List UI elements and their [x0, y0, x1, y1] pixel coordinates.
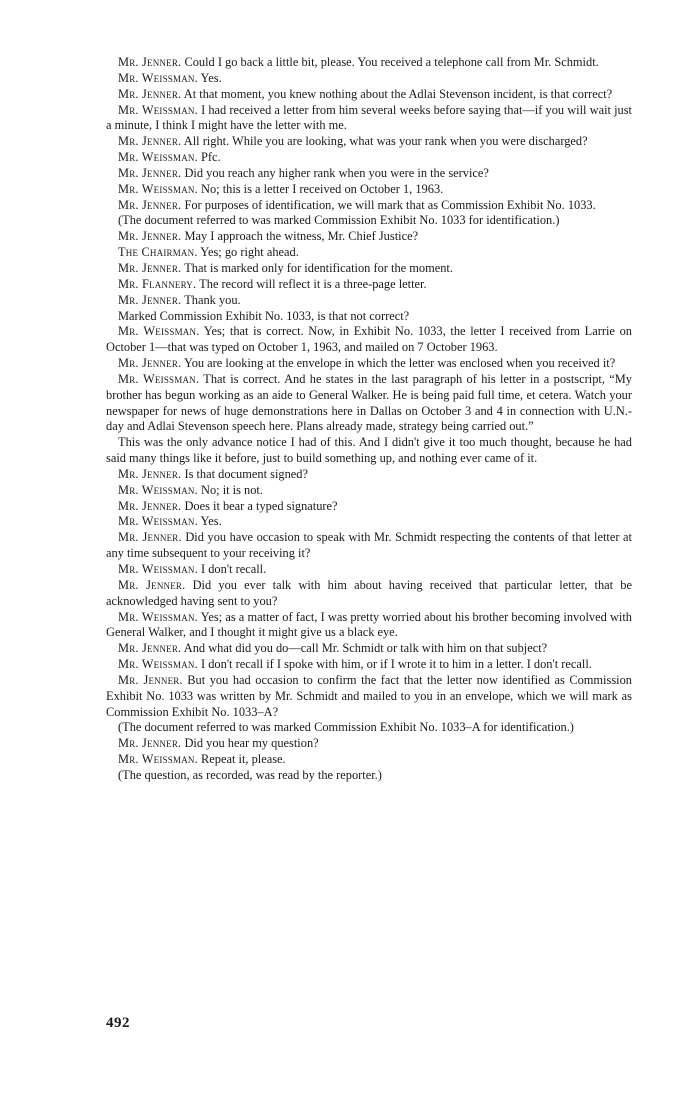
- transcript-paragraph: [106, 103, 632, 135]
- speech-text: May I approach the witness, Mr. Chief Justice?: [181, 229, 419, 244]
- speaker-name: Mr. Weissman.: [118, 609, 198, 624]
- speech-text: Thank you.: [181, 292, 241, 307]
- transcript-paragraph: [106, 87, 632, 103]
- speaker-name: The Chairman.: [118, 245, 198, 260]
- speech-text: Yes; that is correct. Now, in Exhibit No. 1033, the letter I received from Larrie on October 1—that was typed on October 1, 1963, and mailed on 7 October 1963.: [106, 324, 632, 355]
- transcript-body: [106, 55, 632, 784]
- transcript-paragraph: [106, 483, 632, 499]
- transcript-paragraph: [106, 673, 632, 721]
- transcript-paragraph: [106, 245, 632, 261]
- speech-text: No; it is not.: [197, 482, 263, 497]
- speaker-name: Mr. Jenner.: [118, 197, 182, 212]
- speech-text: But you had occasion to confirm the fact that the letter now identified as Commission Exhibit No. 1033 was written by Mr. Schmidt and mailed to you in an envelope, which we will mark as Commission Exhibit No. 1033–A?: [106, 672, 632, 719]
- speech-text: Does it bear a typed signature?: [181, 498, 338, 513]
- transcript-paragraph: [106, 720, 632, 736]
- speaker-name: Mr. Jenner.: [118, 86, 182, 101]
- speech-text: Pfc.: [197, 150, 221, 165]
- speaker-name: Mr. Weissman.: [118, 102, 198, 117]
- speaker-name: Mr. Jenner.: [118, 292, 182, 307]
- speech-text: Did you hear my question?: [181, 736, 319, 751]
- speaker-name: Mr. Jenner.: [118, 498, 182, 513]
- speaker-name: Mr. Weissman.: [118, 324, 200, 339]
- speech-text: Yes.: [197, 514, 222, 529]
- speaker-name: Mr. Weissman.: [118, 514, 198, 529]
- speech-text: (The question, as recorded, was read by the reporter.): [118, 767, 382, 782]
- speech-text: (The document referred to was marked Commission Exhibit No. 1033 for identification.): [118, 213, 560, 228]
- transcript-paragraph: [106, 752, 632, 768]
- speech-text: I had received a letter from him several weeks before saying that—if you will wait just a minute, I think I might have the letter with me.: [106, 102, 632, 133]
- speech-text: I don't recall.: [197, 562, 267, 576]
- speaker-name: Mr. Jenner.: [118, 229, 182, 244]
- speech-text: Repeat it, please.: [197, 752, 286, 767]
- speech-text: Did you have occasion to speak with Mr. Schmidt respecting the contents of that letter at any time subsequent to your receiving it?: [106, 530, 632, 561]
- transcript-paragraph: [106, 134, 632, 150]
- speaker-name: Mr. Jenner.: [118, 356, 182, 371]
- speech-text: I don't recall if I spoke with him, or if I wrote it to him in a letter. I don't recall.: [197, 657, 592, 672]
- transcript-paragraph: [106, 213, 632, 229]
- speaker-name: Mr. Jenner.: [118, 641, 182, 656]
- speaker-name: Mr. Weissman.: [118, 371, 200, 386]
- transcript-paragraph: [106, 166, 632, 182]
- transcript-paragraph: [106, 309, 632, 325]
- transcript-paragraph: [106, 499, 632, 515]
- speech-text: That is correct. And he states in the last paragraph of his letter in a postscript, “My brother has begun working as an aide to General Walker. He is being paid full time, et cetera. Watch your newspaper for news of huge demonstrations here in Dallas on October 3 and 4 in connection with U.N.-day and Adlai Stevenson speech here. Plans already made, strategy being carried out.”: [106, 371, 632, 434]
- speaker-name: Mr. Weissman.: [118, 752, 198, 767]
- speech-text: All right. While you are looking, what was your rank when you were discharged?: [181, 134, 588, 149]
- speaker-name: Mr. Weissman.: [118, 70, 198, 85]
- transcript-paragraph: [106, 277, 632, 293]
- speaker-name: Mr. Flannery.: [118, 276, 197, 291]
- transcript-paragraph: [106, 530, 632, 562]
- speech-text: That is marked only for identification for the moment.: [181, 260, 453, 275]
- speech-text: At that moment, you knew nothing about the Adlai Stevenson incident, is that correct?: [181, 86, 613, 101]
- speech-text: This was the only advance notice I had of this. And I didn't give it too much thought, because he had said many things like it before, just to build something up, and nothing ever came of it.: [106, 435, 632, 466]
- transcript-paragraph: [106, 150, 632, 166]
- speech-text: Did you reach any higher rank when you were in the service?: [181, 165, 489, 180]
- transcript-paragraph: [106, 71, 632, 87]
- transcript-paragraph: [106, 610, 632, 642]
- speaker-name: Mr. Jenner.: [118, 530, 182, 545]
- transcript-paragraph: [106, 55, 632, 71]
- transcript-paragraph: [106, 198, 632, 214]
- transcript-paragraph: [106, 324, 632, 356]
- speech-text: Yes.: [197, 70, 222, 85]
- page-number: 492: [106, 1015, 130, 1031]
- speech-text: Is that document signed?: [181, 466, 308, 481]
- speaker-name: Mr. Weissman.: [118, 562, 198, 576]
- transcript-paragraph: [106, 657, 632, 673]
- speech-text: Did you ever talk with him about having received that particular letter, that be acknowledged having sent to you?: [106, 577, 632, 608]
- speaker-name: Mr. Weissman.: [118, 482, 198, 497]
- transcript-paragraph: [106, 641, 632, 657]
- transcript-paragraph: [106, 293, 632, 309]
- transcript-paragraph: [106, 356, 632, 372]
- speaker-name: Mr. Jenner.: [118, 134, 182, 149]
- speech-text: Yes; go right ahead.: [197, 245, 299, 260]
- transcript-paragraph: [106, 578, 632, 610]
- transcript-paragraph: [106, 562, 632, 578]
- speech-text: (The document referred to was marked Commission Exhibit No. 1033–A for identification.): [118, 720, 574, 735]
- transcript-paragraph: [106, 372, 632, 435]
- speaker-name: Mr. Jenner.: [118, 260, 182, 275]
- transcript-paragraph: [106, 736, 632, 752]
- speaker-name: Mr. Jenner.: [118, 672, 183, 687]
- transcript-paragraph: [106, 768, 632, 784]
- speech-text: The record will reflect it is a three-page letter.: [196, 276, 427, 291]
- speaker-name: Mr. Jenner.: [118, 577, 186, 592]
- transcript-paragraph: [106, 261, 632, 277]
- speech-text: You are looking at the envelope in which the letter was enclosed when you received it?: [181, 356, 616, 371]
- speaker-name: Mr. Weissman.: [118, 181, 198, 196]
- speaker-name: Mr. Jenner.: [118, 55, 182, 69]
- speaker-name: Mr. Jenner.: [118, 466, 182, 481]
- transcript-paragraph: [106, 467, 632, 483]
- speaker-name: Mr. Jenner.: [118, 736, 182, 751]
- speech-text: Could I go back a little bit, please. You received a telephone call from Mr. Schmidt.: [181, 55, 599, 69]
- speech-text: For purposes of identification, we will mark that as Commission Exhibit No. 1033.: [181, 197, 596, 212]
- transcript-paragraph: [106, 514, 632, 530]
- speaker-name: Mr. Weissman.: [118, 657, 198, 672]
- transcript-paragraph: [106, 435, 632, 467]
- speech-text: No; this is a letter I received on October 1, 1963.: [197, 181, 444, 196]
- speaker-name: Mr. Weissman.: [118, 150, 198, 165]
- transcript-paragraph: [106, 182, 632, 198]
- speech-text: Marked Commission Exhibit No. 1033, is that not correct?: [118, 308, 410, 323]
- speech-text: And what did you do—call Mr. Schmidt or talk with him on that subject?: [181, 641, 548, 656]
- speaker-name: Mr. Jenner.: [118, 165, 182, 180]
- speech-text: Yes; as a matter of fact, I was pretty worried about his brother becoming involved with General Walker, and I thought it might give us a black eye.: [106, 609, 632, 640]
- transcript-paragraph: [106, 229, 632, 245]
